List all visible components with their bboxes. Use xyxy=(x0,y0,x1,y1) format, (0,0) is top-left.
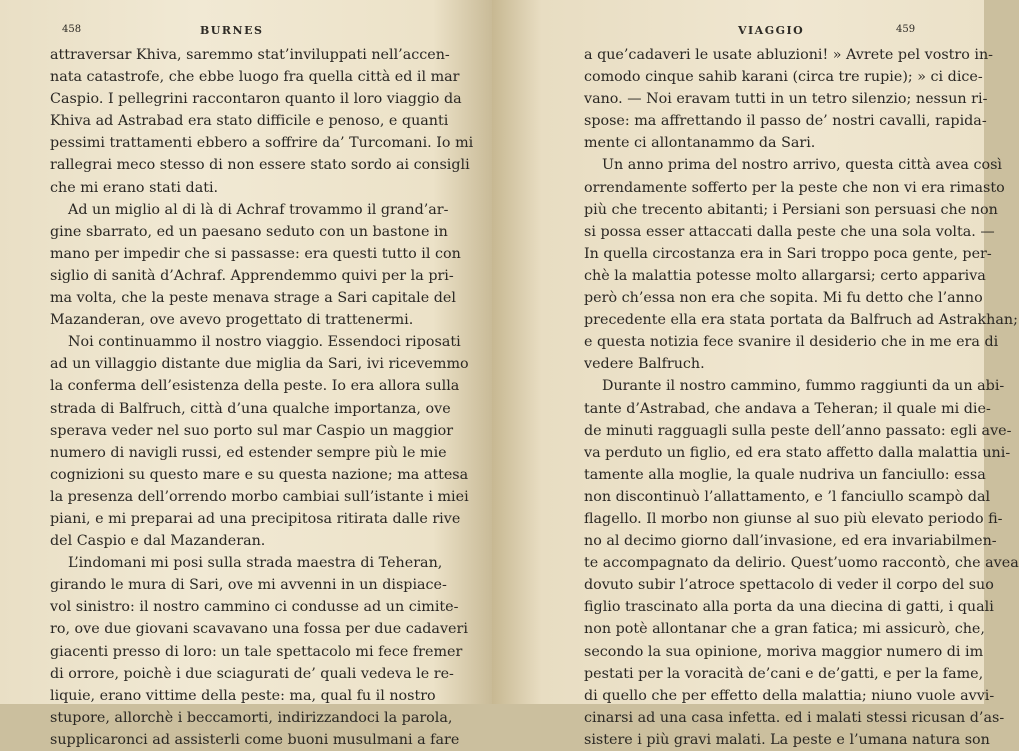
text-line: girando le mura di Sari, ove mi avvenni in un dispiace- xyxy=(50,577,447,594)
text-line: attraversar Khiva, saremmo stat’inviluppati nell’accen- xyxy=(50,47,450,63)
left-running-header xyxy=(62,24,414,44)
right-running-head: VIAGGIO xyxy=(738,24,805,37)
text-line: siglio di sanità d’Achraf. Apprendemmo quivi per la pri- xyxy=(50,267,454,284)
text-line: non discontinuò l’allattamento, e ’l fanciullo scampò dal xyxy=(584,488,991,505)
text-line: cinarsi ad una casa infetta. ed i malati stessi ricusan d’as- xyxy=(584,709,1005,726)
text-line: stupore, allorchè i beccamorti, indirizzandoci la parola, xyxy=(50,709,453,726)
text-line: figlio trascinato alla porta da una diecina di gatti, i quali xyxy=(584,599,994,616)
right-page-number: 459 xyxy=(896,24,916,35)
text-line: mano per impedir che si passasse: era questi tutto il con xyxy=(50,245,461,262)
text-line: più che trecento abitanti; i Persiani son persuasi che non xyxy=(584,201,998,218)
text-line: Ad un miglio al di là di Achraf trovammo il grand’ar- xyxy=(68,201,449,218)
text-line: vano. — Noi eravam tutti in un tetro silenzio; nessun ri- xyxy=(584,91,988,108)
text-line: Un anno prima del nostro arrivo, questa città avea così xyxy=(602,157,1002,174)
text-line: va perduto un figlio, ed era stato affetto dalla malattia uni- xyxy=(584,444,1011,461)
text-line: di quello che per effetto della malattia; niuno vuole avvi- xyxy=(584,687,995,704)
text-line: numero di navigli russi, ed estender sempre più le mie xyxy=(50,444,447,461)
text-line: Noi continuammo il nostro viaggio. Essendoci riposati xyxy=(68,334,461,351)
text-line: spose: ma affrettando il passo de’ nostri cavalli, rapida- xyxy=(584,113,987,130)
text-line: e questa notizia fece svanire il desiderio che in me era di xyxy=(584,334,999,351)
text-line: la presenza dell’orrendo morbo cambiai sull’istante i miei xyxy=(50,488,469,505)
text-line: liquie, erano vittime della peste: ma, qual fu il nostro xyxy=(50,687,436,704)
text-line: rallegrai meco stesso di non essere stato sordo ai consigli xyxy=(50,157,470,174)
text-line: secondo la sua opinione, moriva maggior numero di im xyxy=(584,643,984,660)
text-line: giacenti presso di loro: un tale spettacolo mi fece fremer xyxy=(50,643,463,660)
text-line: di orrore, poichè i due sciagurati de’ quali vedeva le re- xyxy=(50,665,454,682)
text-line: pessimi trattamenti ebbero a soffrire da’ Turcomani. Io mi xyxy=(50,135,474,152)
text-line: te accompagnato da delirio. Quest’uomo raccontò, che avea xyxy=(584,555,1019,572)
text-line: dovuto subir l’atroce spettacolo di veder il corpo del suo xyxy=(584,577,994,594)
text-line: vol sinistro: il nostro cammino ci condusse ad un cimite- xyxy=(50,599,459,616)
text-line: In quella circostanza era in Sari troppo poca gente, per- xyxy=(584,245,992,262)
text-line: L’indomani mi posi sulla strada maestra di Teheran, xyxy=(68,555,443,572)
text-line: supplicaronci ad assisterli come buoni musulmani a fare xyxy=(50,731,460,748)
left-page-number: 458 xyxy=(62,24,82,35)
text-line: flagello. Il morbo non giunse al suo più elevato periodo fi- xyxy=(584,510,1003,527)
text-line: Khiva ad Astrabad era stato difficile e penoso, e quanti xyxy=(50,113,449,130)
text-line: a que’cadaveri le usate abluzioni! » Avrete pel vostro in- xyxy=(584,47,994,63)
text-line: si possa esser attaccati dalla peste che una sola volta. — xyxy=(584,223,995,240)
text-line: però ch’essa non era che sopita. Mi fu detto che l’anno xyxy=(584,290,983,307)
text-line: non potè allontanar che a gran fatica; mi assicurò, che, xyxy=(584,621,985,638)
text-line: gine sbarrato, ed un paesano seduto con un bastone in xyxy=(50,223,448,240)
left-running-head: BURNES xyxy=(200,24,264,37)
text-line: tamente alla moglie, la quale nudriva un fanciullo: essa xyxy=(584,466,986,483)
text-line: cognizioni su questo mare e su questa nazione; ma attesa xyxy=(50,466,469,483)
text-line: pestati per la voracità de’cani e de’gatti, e per la fame, xyxy=(584,665,984,682)
text-line: chè la malattia potesse molto allargarsi; certo appariva xyxy=(584,267,986,284)
text-line: de minuti ragguagli sulla peste dell’anno passato: egli ave- xyxy=(584,422,1012,439)
text-line: mente ci allontanammo da Sari. xyxy=(584,135,816,152)
text-line: comodo cinque sahib karani (circa tre rupie); » ci dice- xyxy=(584,69,983,86)
left-text-block xyxy=(50,44,474,751)
text-line: piani, e mi preparai ad una precipitosa ritirata dalle rive xyxy=(50,510,461,527)
text-line: sistere i più gravi malati. La peste e l’umana natura son xyxy=(584,731,990,748)
text-line: la conferma dell’esistenza della peste. Io era allora sulla xyxy=(50,378,460,395)
right-page xyxy=(492,0,1019,748)
text-line: ad un villaggio distante due miglia da Sari, ivi ricevemmo xyxy=(50,356,469,373)
left-page xyxy=(0,0,492,748)
text-line: ro, ove due giovani scavavano una fossa per due cadaveri xyxy=(50,621,468,638)
right-text-block xyxy=(584,44,1019,751)
text-line: speravа veder nel suo porto sul mar Caspio un maggior xyxy=(50,422,454,439)
text-line: orrendamente sofferto per la peste che non vi era rimasto xyxy=(584,179,1005,196)
text-line: del Caspio e dal Mazanderan. xyxy=(50,533,266,550)
text-line: vedere Balfruch. xyxy=(584,356,705,373)
text-line: Mazanderan, ove avevo progettato di trattenermi. xyxy=(50,312,414,329)
right-running-header xyxy=(738,24,938,44)
text-line: Caspio. I pellegrini raccontaron quanto il loro viaggio da xyxy=(50,91,462,108)
text-line: tante d’Astrabad, che andava a Teheran; il quale mi die- xyxy=(584,400,991,417)
text-line: precedente ella era stata portata da Balfruch ad Astrakhan; xyxy=(584,312,1018,329)
text-line: strada di Balfruch, città d’una qualche importanza, ove xyxy=(50,400,451,417)
text-line: ma volta, che la peste menava strage a Sari capitale del xyxy=(50,290,456,307)
text-line: no al decimo giorno dall’invasione, ed era invariabilmen- xyxy=(584,533,997,550)
text-line: nata catastrofe, che ebbe luogo fra quella città ed il mar xyxy=(50,69,460,86)
text-line: Durante il nostro cammino, fummo raggiunti da un abi- xyxy=(602,378,1005,395)
text-line: che mi erano stati dati. xyxy=(50,179,219,196)
